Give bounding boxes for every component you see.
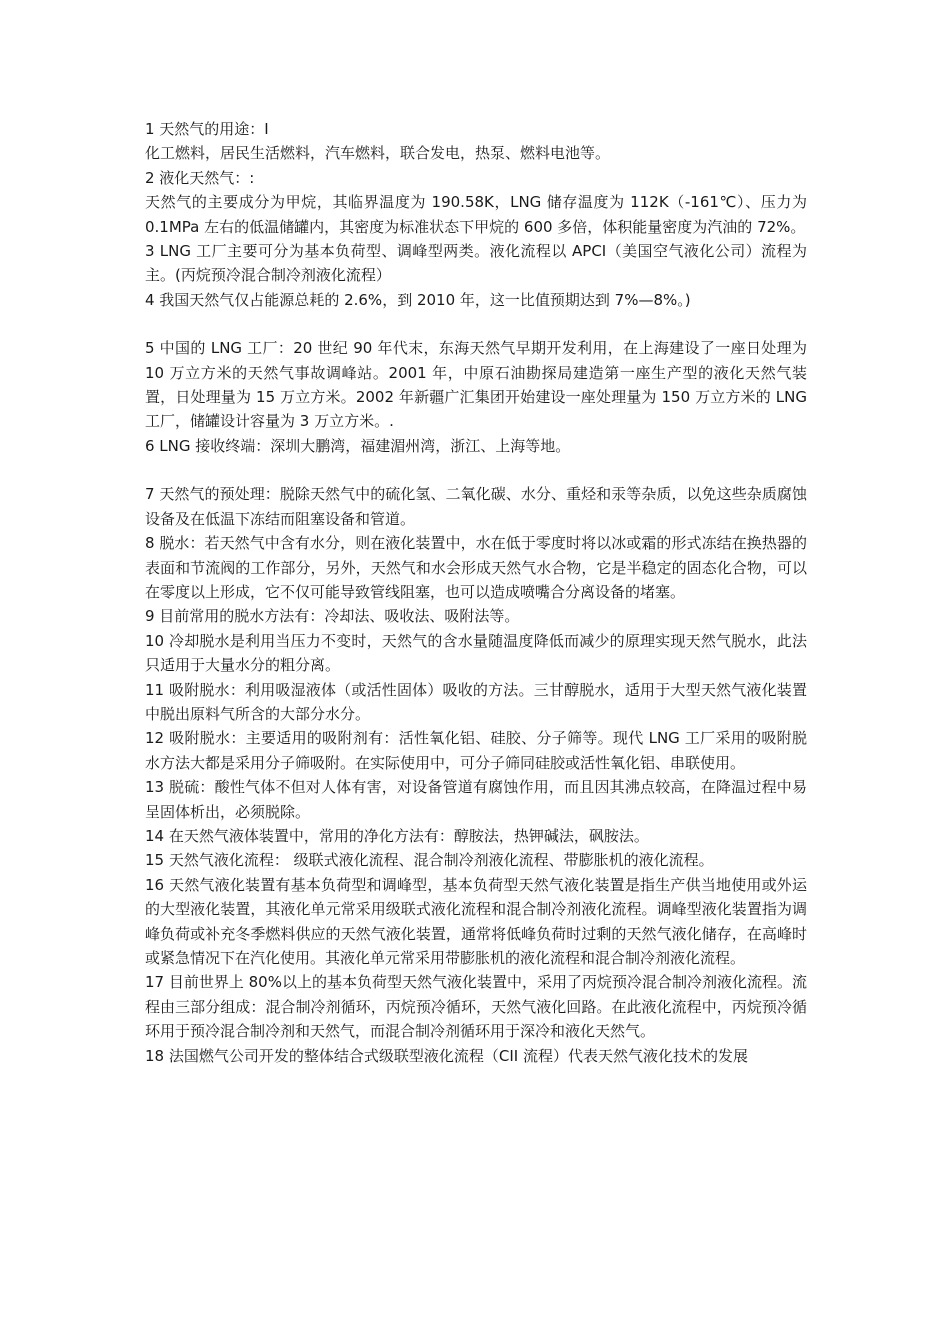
paragraph-5: 5 中国的 LNG 工厂：20 世纪 90 年代末，东海天然气早期开发利用，在上海建设了一座日处理为 10 万立方米的天然气事故调峰站。2001 年，中原石油勘探局建造第一座生产型的液化天然气装置，日处理量为 15 万立方米。2002 年新疆广汇集团开始建设一座处理量为 150 万立方米的 LNG 工厂，储罐设计容量为 3 万立方米。.	[145, 339, 807, 431]
paragraph-15: 15 天然气液化流程： 级联式液化流程、混合制冷剂液化流程、带膨胀机的液化流程。	[145, 851, 714, 870]
document-body	[145, 117, 807, 1068]
paragraph-3: 3 LNG 工厂主要可分为基本负荷型、调峰型两类。液化流程以 APCI（美国空气液化公司）流程为主。(丙烷预冷混合制冷剂液化流程）	[145, 242, 807, 285]
paragraph-16: 16 天然气液化装置有基本负荷型和调峰型，基本负荷型天然气液化装置是指生产供当地使用或外运的大型液化装置，其液化单元常采用级联式液化流程和混合制冷剂液化流程。调峰型液化装置指为调峰负荷或补充冬季燃料供应的天然气液化装置，通常将低峰负荷时过剩的天然气液化储存，在高峰时或紧急情况下在汽化使用。其液化单元常采用带膨胀机的液化流程和混合制冷剂液化流程。	[145, 875, 807, 967]
paragraph-18: 18 法国燃气公司开发的整体结合式级联型液化流程（CII 流程）代表天然气液化技术的发展	[145, 1046, 748, 1065]
paragraph-2-body: 天然气的主要成分为甲烷，其临界温度为 190.58K，LNG 储存温度为 112K（-161℃）、压力为 0.1MPa 左右的低温储罐内，其密度为标准状态下甲烷的 600 多倍，体积能量密度为汽油的 72%。	[145, 193, 807, 236]
paragraph-8: 8 脱水：若天然气中含有水分，则在液化装置中，水在低于零度时将以冰或霜的形式冻结在换热器的表面和节流阀的工作部分，另外，天然气和水会形成天然气水合物，它是半稳定的固态化合物，可以在零度以上形成，它不仅可能导致管线阻塞，也可以造成喷嘴合分离设备的堵塞。	[145, 534, 807, 601]
paragraph-7: 7 天然气的预处理：脱除天然气中的硫化氢、二氧化碳、水分、重烃和汞等杂质，以免这些杂质腐蚀设备及在低温下冻结而阻塞设备和管道。	[145, 485, 807, 528]
paragraph-1-body: 化工燃料，居民生活燃料，汽车燃料，联合发电，热泵、燃料电池等。	[145, 144, 611, 163]
paragraph-13: 13 脱硫：酸性气体不但对人体有害，对设备管道有腐蚀作用，而且因其沸点较高，在降温过程中易呈固体析出，必须脱除。	[145, 778, 807, 821]
blank-line	[145, 458, 807, 482]
paragraph-2-heading: 2 液化天然气：:	[145, 168, 255, 187]
paragraph-4: 4 我国天然气仅占能源总耗的 2.6%，到 2010 年，这一比值预期达到 7%—8%。)	[145, 290, 691, 309]
paragraph-11: 11 吸附脱水：利用吸湿液体（或活性固体）吸收的方法。三甘醇脱水，适用于大型天然气液化装置中脱出原料气所含的大部分水分。	[145, 680, 807, 723]
paragraph-14: 14 在天然气液体装置中，常用的净化方法有：醇胺法，热钾碱法，砜胺法。	[145, 826, 649, 845]
paragraph-12: 12 吸附脱水：主要适用的吸附剂有：活性氧化铝、硅胶、分子筛等。现代 LNG 工厂采用的吸附脱水方法大都是采用分子筛吸附。在实际使用中，可分子筛同硅胶或活性氧化铝、串联使用。	[145, 729, 807, 772]
blank-line	[145, 312, 807, 336]
paragraph-1-heading: 1 天然气的用途：I	[145, 120, 269, 138]
paragraph-6: 6 LNG 接收终端：深圳大鹏湾，福建湄州湾，浙江、上海等地。	[145, 436, 571, 455]
paragraph-17: 17 目前世界上 80%以上的基本负荷型天然气液化装置中，采用了丙烷预冷混合制冷剂液化流程。流程由三部分组成：混合制冷剂循环，丙烷预冷循环，天然气液化回路。在此液化流程中，丙烷预冷循环用于预冷混合制冷剂和天然气，而混合制冷剂循环用于深冷和液化天然气。	[145, 973, 807, 1041]
paragraph-10: 10 冷却脱水是利用当压力不变时，天然气的含水量随温度降低而减少的原理实现天然气脱水，此法只适用于大量水分的粗分离。	[145, 631, 807, 675]
paragraph-9: 9 目前常用的脱水方法有：冷却法、吸收法、吸附法等。	[145, 607, 520, 626]
